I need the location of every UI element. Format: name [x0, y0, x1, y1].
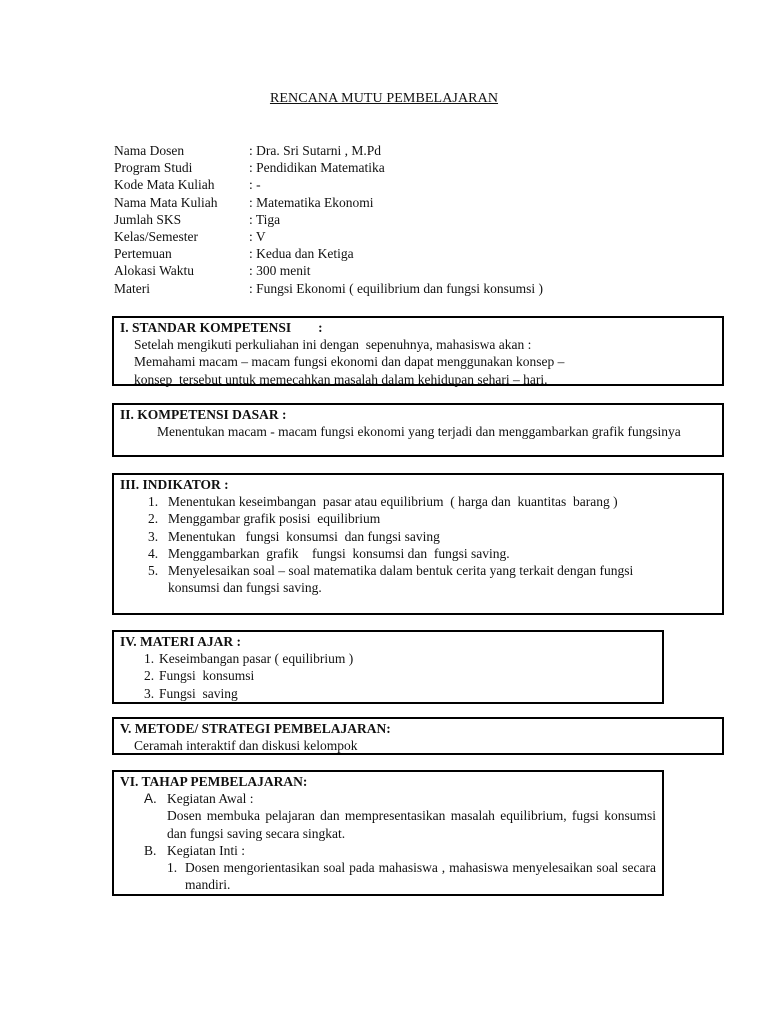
section-heading: III. INDIKATOR :	[120, 477, 229, 492]
info-value: : Dra. Sri Sutarni , M.Pd	[249, 143, 382, 158]
info-row-alokasi-waktu	[114, 262, 543, 279]
section-materi-ajar	[112, 630, 664, 704]
info-label: Program Studi	[114, 160, 193, 176]
list-item	[148, 493, 674, 510]
info-value: : Tiga	[249, 211, 281, 227]
subsection-title: Kegiatan Awal :	[167, 791, 254, 807]
list-item	[167, 859, 656, 893]
course-info	[114, 142, 543, 297]
info-label: Nama Mata Kuliah	[114, 194, 218, 210]
section-heading: I. STANDAR KOMPETENSI :	[120, 320, 323, 335]
info-label: Pertemuan	[114, 246, 172, 262]
section-line: Memahami macam – macam fungsi ekonomi dan dapat menggunakan konsep –	[134, 354, 565, 370]
item-number: 2.	[148, 511, 159, 527]
info-value: : V	[249, 228, 266, 244]
info-value: : Pendidikan Matematika	[249, 160, 385, 176]
info-row-jumlah-sks	[114, 211, 543, 228]
subsection-letter: A.	[144, 791, 157, 807]
info-value: : Kedua dan Ketiga	[249, 246, 354, 262]
section-indikator	[112, 473, 724, 615]
info-row-kelas-semester	[114, 228, 543, 245]
info-label: Alokasi Waktu	[114, 263, 195, 279]
item-number: 1.	[167, 860, 178, 876]
info-value: : -	[249, 177, 261, 193]
section-text: Ceramah interaktif dan diskusi kelompok	[134, 738, 358, 754]
info-row-kode-mata-kuliah	[114, 176, 543, 193]
info-label: Jumlah SKS	[114, 211, 182, 227]
subsection-a-label	[120, 790, 656, 807]
section-kompetensi-dasar	[112, 403, 724, 457]
info-label: Kode Mata Kuliah	[114, 177, 215, 193]
subsection-letter: B.	[144, 842, 157, 858]
subsection-b-label	[120, 842, 656, 859]
info-row-materi	[114, 280, 543, 297]
item-number: 1.	[148, 494, 159, 510]
item-number: 4.	[148, 545, 159, 561]
list-item	[148, 545, 674, 562]
section-standar-kompetensi	[112, 316, 724, 386]
item-number: 5.	[148, 563, 159, 579]
info-label: Materi	[114, 280, 150, 296]
info-value: : 300 menit	[249, 263, 311, 279]
item-text: Menggambar grafik posisi equilibrium	[168, 511, 381, 527]
info-value: : Fungsi Ekonomi ( equilibrium dan fungsi konsumsi )	[249, 280, 543, 296]
section-text: Menentukan macam - macam fungsi ekonomi yang terjadi dan menggambarkan grafik fungsinya	[157, 424, 681, 440]
section-tahap-pembelajaran	[112, 770, 664, 896]
section-line: Setelah mengikuti perkuliahan ini dengan sepenuhnya, mahasiswa akan :	[134, 337, 532, 353]
section-heading: VI. TAHAP PEMBELAJARAN:	[120, 774, 308, 789]
list-item	[148, 528, 674, 545]
list-item	[148, 510, 674, 527]
item-text: Fungsi konsumsi	[159, 668, 255, 684]
item-number: 2.	[144, 668, 155, 684]
info-value: : Matematika Ekonomi	[249, 194, 374, 210]
section-heading: IV. MATERI AJAR :	[120, 634, 242, 649]
list-item	[148, 562, 674, 596]
list-item	[144, 650, 656, 667]
kegiatan-inti-list	[120, 859, 656, 893]
section-heading: V. METODE/ STRATEGI PEMBELAJARAN:	[120, 721, 391, 736]
info-row-nama-dosen	[114, 142, 543, 159]
list-item	[144, 667, 656, 684]
info-row-program-studi	[114, 159, 543, 176]
info-label: Nama Dosen	[114, 143, 185, 158]
indikator-list	[120, 493, 716, 596]
item-number: 1.	[144, 651, 155, 667]
item-text: Menentukan keseimbangan pasar atau equilibrium ( harga dan kuantitas barang )	[168, 494, 618, 510]
subsection-title: Kegiatan Inti :	[167, 842, 245, 858]
section-line: konsep tersebut untuk memecahkan masalah dalam kehidupan sehari – hari.	[134, 371, 548, 387]
item-number: 3.	[148, 528, 159, 544]
list-item	[144, 685, 656, 702]
materi-list	[120, 650, 656, 702]
info-row-nama-mata-kuliah	[114, 194, 543, 211]
info-row-pertemuan	[114, 245, 543, 262]
section-metode	[112, 717, 724, 755]
item-text: Keseimbangan pasar ( equilibrium )	[159, 651, 354, 667]
page-title: RENCANA MUTU PEMBELAJARAN	[269, 91, 499, 106]
item-text: Fungsi saving	[159, 685, 238, 701]
item-text: Dosen mengorientasikan soal pada mahasiswa , mahasiswa menyelesaikan soal secara mandiri.	[185, 860, 656, 893]
item-text: Menyelesaikan soal – soal matematika dalam bentuk cerita yang terkait dengan fungsi konsumsi dan fungsi saving.	[168, 563, 634, 596]
info-label: Kelas/Semester	[114, 228, 198, 244]
item-text: Menentukan fungsi konsumsi dan fungsi saving	[168, 528, 440, 544]
subsection-a-text: Dosen membuka pelajaran dan mempresentasikan masalah equilibrium, fugsi konsumsi dan fungsi saving secara singkat.	[167, 808, 656, 841]
section-heading: II. KOMPETENSI DASAR :	[120, 407, 287, 422]
item-text: Menggambarkan grafik fungsi konsumsi dan fungsi saving.	[168, 545, 510, 561]
item-number: 3.	[144, 685, 155, 701]
